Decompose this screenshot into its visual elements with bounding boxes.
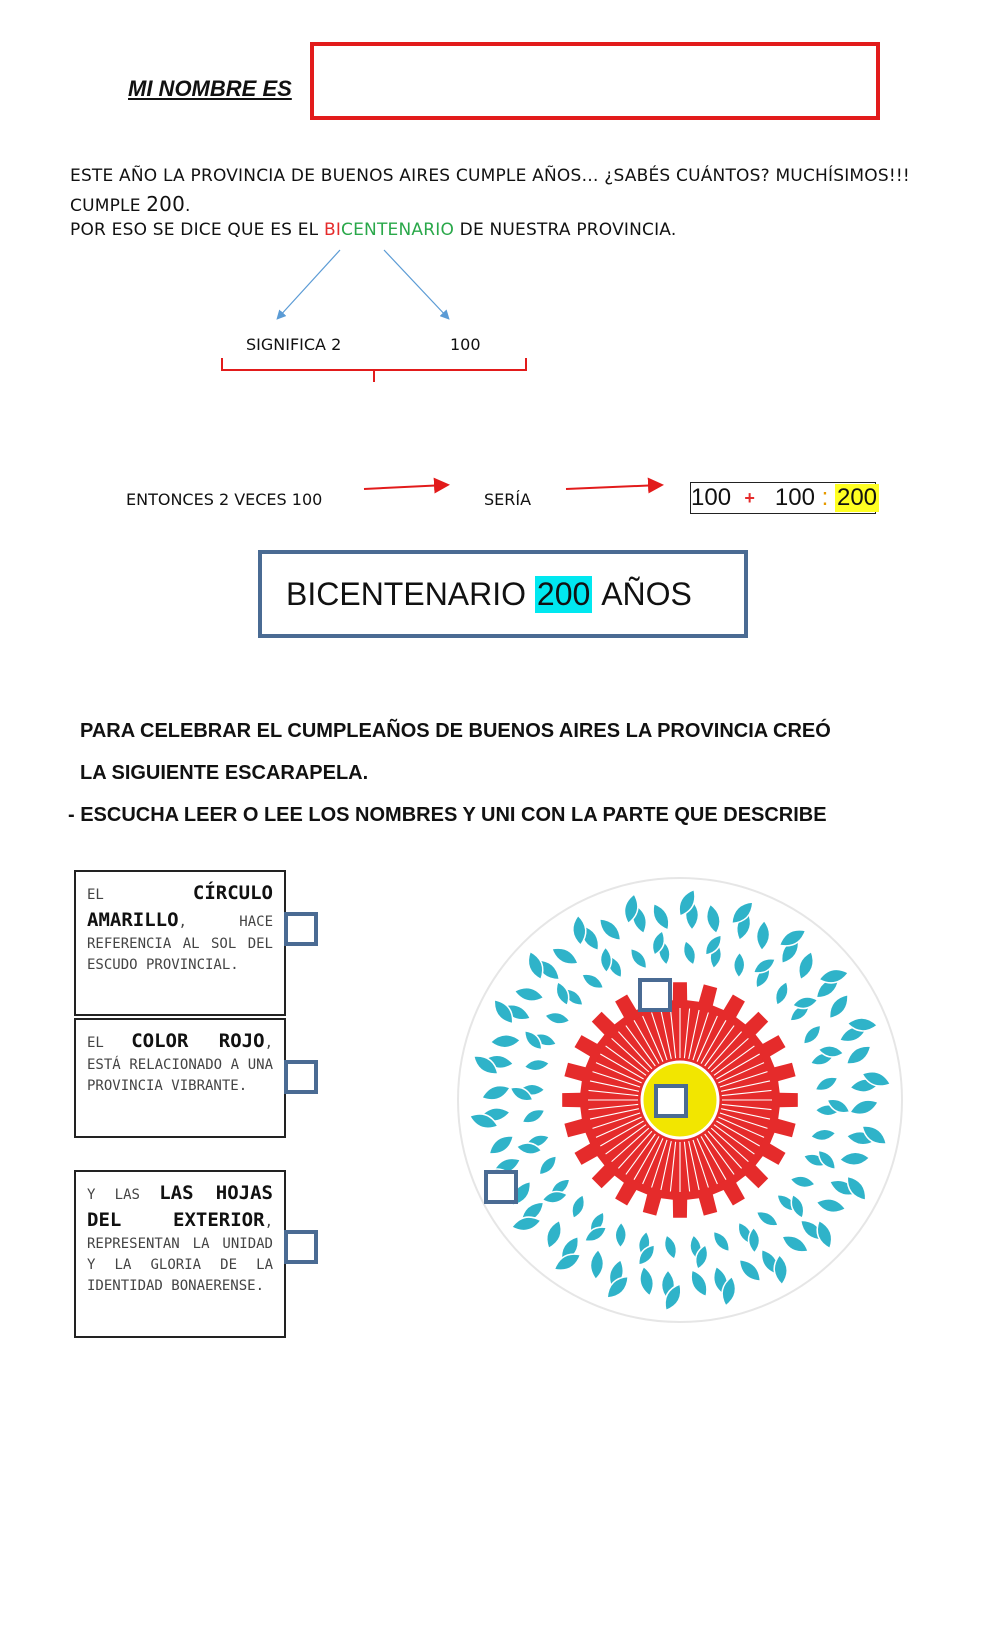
colon-sign: : [821,484,829,511]
description-intro: EL [87,1035,104,1051]
bicentenario-word: BICENTENARIO [286,575,527,612]
description-rest: , ESTÁ RELACIONADO A UNA PROVINCIA VIBRANTE. [87,1035,273,1094]
arrow-left [278,250,340,318]
name-label: MI NOMBRE ES [128,76,292,101]
description-keyword: CÍRCULO AMARILLO [87,882,273,931]
plus-sign: + [744,487,755,508]
description-keyword: COLOR ROJO [131,1030,265,1052]
intro-line-2-suffix: . [185,196,191,216]
split-left-label: SIGNIFICA 2 [246,335,342,354]
description-red-color [74,1018,286,1138]
equation-arrow-1 [364,485,446,489]
arrow-right [384,250,448,318]
description-rest: , REPRESENTAN LA UNIDAD Y LA GLORIA DE LA IDENTIDAD BONAERENSE. [87,1214,273,1294]
match-checkbox-yellow-circle[interactable] [284,912,318,946]
curly-brace [222,358,526,382]
match-checkbox-red-color[interactable] [284,1060,318,1094]
description-intro: EL [87,887,104,903]
equation-box [690,482,876,514]
description-rest: , HACE REFERENCIA AL SOL DEL ESCUDO PROVINCIAL. [87,914,273,973]
equation-middle-label: SERÍA [484,490,532,509]
result-value: 200 [836,484,878,511]
description-yellow-circle [74,870,286,1016]
intro-line-1: ESTE AÑO LA PROVINCIA DE BUENOS AIRES CUMPLE AÑOS… ¿SABÉS CUÁNTOS? MUCHÍSIMOS!!! [70,166,910,186]
bicentenario-box [258,550,748,638]
term-1: 100 [691,484,732,511]
target-checkbox-yellow-center[interactable] [654,1084,688,1118]
bicentenario-unit: AÑOS [601,575,692,612]
intro-line-2-prefix: CUMPLE [70,196,147,216]
prefix-bi: BI [323,220,342,240]
target-checkbox-red-ring[interactable] [638,978,672,1012]
intro-line-3-prefix: POR ESO SE DICE QUE ES EL [70,220,324,240]
intro-line-3-suffix: DE NUESTRA PROVINCIA. [454,220,677,240]
target-checkbox-leaves[interactable] [484,1170,518,1204]
celebration-line-1: PARA CELEBRAR EL CUMPLEAÑOS DE BUENOS AIRES LA PROVINCIA CREÓ [80,720,831,742]
split-right-label: 100 [450,335,481,354]
match-checkbox-outer-leaves[interactable] [284,1230,318,1264]
description-intro: Y LAS [87,1187,140,1203]
equation-arrow-2 [566,485,660,489]
term-2: 100 [774,484,815,511]
description-keyword: LAS HOJAS DEL EXTERIOR [87,1182,273,1231]
equation-left-label: ENTONCES 2 VECES 100 [126,490,323,509]
word-centenario: CENTENARIO [341,220,455,240]
intro-line-2-number: 200 [146,192,186,216]
split-arrows [0,0,1000,400]
instruction: - ESCUCHA LEER O LEE LOS NOMBRES Y UNI CON LA PARTE QUE DESCRIBE [68,804,827,826]
celebration-line-2: LA SIGUIENTE ESCARAPELA. [80,762,369,784]
description-outer-leaves [74,1170,286,1338]
bicentenario-number: 200 [536,575,591,612]
